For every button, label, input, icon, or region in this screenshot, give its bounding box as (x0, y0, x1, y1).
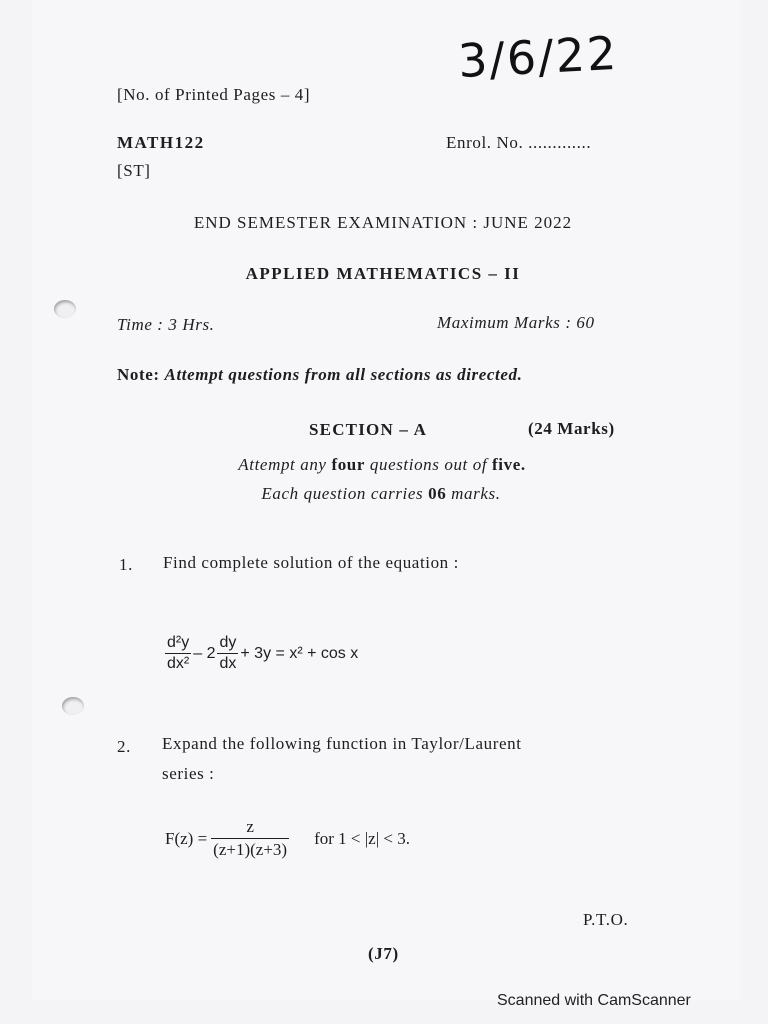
punch-hole-top (54, 300, 76, 318)
question-2-text-line-1: Expand the following function in Taylor/Laurent (162, 734, 522, 753)
camscanner-watermark: Scanned with CamScanner (497, 992, 691, 1009)
question-1-number: 1. (119, 555, 133, 574)
instr2-bold-marks: 06 (428, 484, 447, 503)
please-turn-over: P.T.O. (583, 910, 629, 929)
eq2-domain-condition: for 1 < |z| < 3. (314, 828, 410, 848)
instr2-post: marks. (451, 484, 501, 503)
instr1-bold-four: four (331, 455, 366, 474)
paper-code: (J7) (368, 944, 399, 963)
frac2-denominator: dx (219, 655, 237, 672)
section-a-marks: (24 Marks) (528, 419, 615, 438)
printed-pages-count: [No. of Printed Pages – 4] (117, 85, 311, 104)
section-a-heading: SECTION – A (309, 420, 428, 439)
course-tag: [ST] (117, 161, 151, 180)
question-1-equation (164, 634, 359, 673)
eq2-lhs: F(z) = (165, 828, 208, 848)
dy-dx-fraction (217, 634, 238, 673)
course-code: MATH122 (117, 133, 205, 152)
punch-hole-bottom (62, 697, 84, 715)
subject-title: APPLIED MATHEMATICS – II (245, 264, 521, 283)
maximum-marks: Maximum Marks : 60 (437, 313, 595, 332)
handwritten-date: 3/6/22 (456, 25, 620, 89)
note-label: Note: (117, 365, 160, 384)
exam-title: END SEMESTER EXAMINATION : JUNE 2022 (193, 213, 573, 232)
eq1-rest: + 3y = x² + cos x (240, 644, 359, 662)
eq1-operator: – 2 (193, 644, 216, 662)
instr1-mid: questions out of (369, 455, 488, 474)
enrol-number-label: Enrol. No. ............. (446, 133, 592, 152)
frac-denominator-product: (z+1)(z+3) (213, 840, 288, 859)
instr2-pre: Each question carries (261, 484, 424, 503)
question-2-text-line-2: series : (162, 764, 215, 783)
frac-numerator-z: z (211, 817, 289, 839)
instructions-note (117, 365, 522, 385)
instr1-bold-five: five. (492, 455, 526, 474)
d2y-dx2-fraction (165, 634, 191, 673)
note-text: Attempt questions from all sections as directed. (164, 365, 523, 384)
z-over-product-fraction (211, 817, 289, 860)
question-1-text: Find complete solution of the equation : (163, 553, 459, 572)
frac1-numerator: d²y (165, 634, 191, 654)
section-a-instruction-1 (238, 455, 525, 475)
time-allowed: Time : 3 Hrs. (117, 315, 215, 334)
frac1-denominator: dx² (167, 655, 190, 672)
question-2-number: 2. (117, 737, 131, 756)
frac2-numerator: dy (217, 634, 238, 654)
question-2-equation (164, 817, 411, 860)
section-a-instruction-2 (261, 484, 500, 504)
instr1-pre: Attempt any (238, 455, 327, 474)
